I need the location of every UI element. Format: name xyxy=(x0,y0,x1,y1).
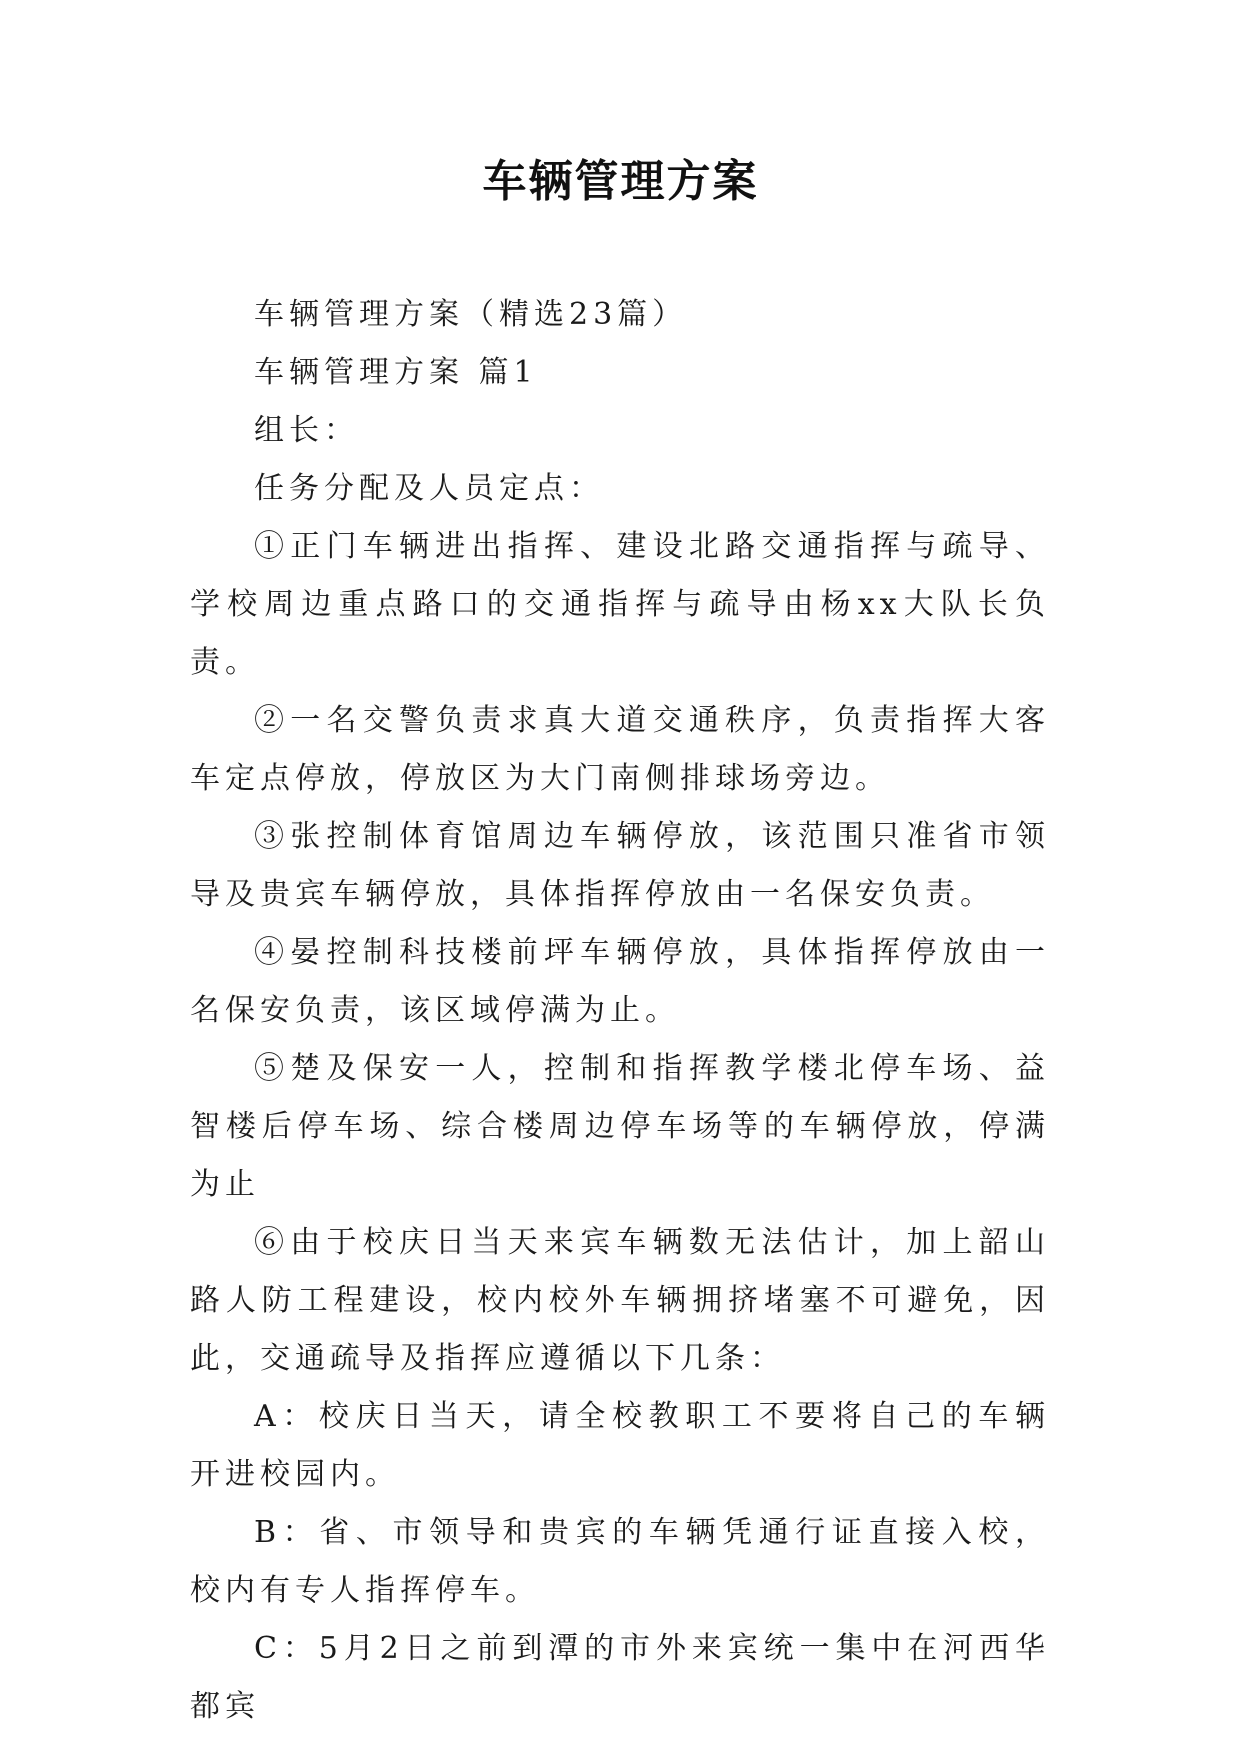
paragraph-item-2: ②一名交警负责求真大道交通秩序，负责指挥大客车定点停放，停放区为大门南侧排球场旁边。 xyxy=(190,703,1050,796)
paragraph-task-assignment: 任务分配及人员定点： xyxy=(254,471,604,506)
paragraph-team-leader: 组长： xyxy=(254,413,359,448)
paragraph-item-3: ③张控制体育馆周边车辆停放，该范围只准省市领导及贵宾车辆停放，具体指挥停放由一名保安负责。 xyxy=(190,819,1050,912)
paragraph-item-4: ④晏控制科技楼前坪车辆停放，具体指挥停放由一名保安负责，该区域停满为止。 xyxy=(190,935,1050,1028)
paragraph-item-5: ⑤楚及保安一人，控制和指挥教学楼北停车场、益智楼后停车场、综合楼周边停车场等的车辆停放，停满为止 xyxy=(190,1051,1050,1202)
paragraph-section-heading: 车辆管理方案 篇1 xyxy=(254,355,538,390)
paragraph-item-6: ⑥由于校庆日当天来宾车辆数无法估计，加上韶山路人防工程建设，校内校外车辆拥挤堵塞不可避免，因此，交通疏导及指挥应遵循以下几条： xyxy=(190,1225,1050,1376)
paragraph-rule-c: C：5月2日之前到潭的市外来宾统一集中在河西华都宾 xyxy=(190,1631,1050,1724)
paragraph-rule-b: B：省、市领导和贵宾的车辆凭通行证直接入校，校内有专人指挥停车。 xyxy=(190,1515,1050,1608)
document-title: 车辆管理方案 xyxy=(482,156,759,207)
paragraph-rule-a: A：校庆日当天，请全校教职工不要将自己的车辆开进校园内。 xyxy=(190,1399,1050,1492)
document-body xyxy=(190,286,1050,1736)
paragraph-subtitle: 车辆管理方案（精选23篇） xyxy=(254,297,688,332)
paragraph-item-1: ①正门车辆进出指挥、建设北路交通指挥与疏导、学校周边重点路口的交通指挥与疏导由杨xx大队长负责。 xyxy=(190,529,1050,680)
